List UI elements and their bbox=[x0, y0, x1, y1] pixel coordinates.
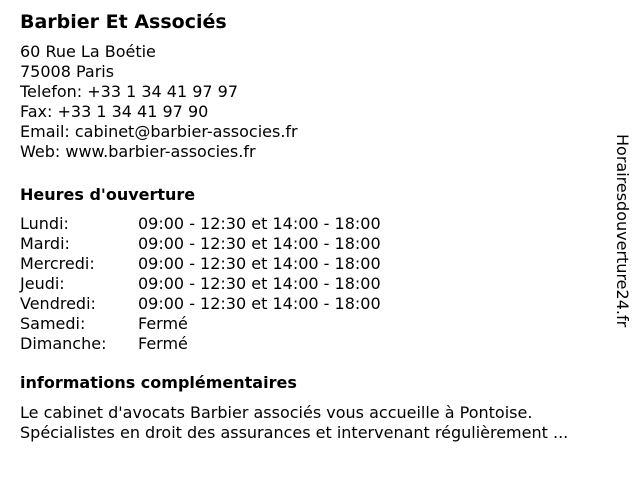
hours-row-thursday bbox=[20, 274, 610, 294]
hours-value: 09:00 - 12:30 et 14:00 - 18:00 bbox=[138, 234, 381, 253]
day-label: Mardi: bbox=[20, 234, 70, 253]
hours-value: 09:00 - 12:30 et 14:00 - 18:00 bbox=[138, 294, 381, 313]
site-watermark-text: Horairesdouverture24.fr bbox=[613, 134, 632, 328]
business-info-panel bbox=[20, 10, 610, 443]
additional-info-title: informations complémentaires bbox=[20, 373, 297, 392]
hours-row-saturday bbox=[20, 314, 610, 334]
phone-number: Telefon: +33 1 34 41 97 97 bbox=[20, 82, 239, 101]
opening-hours-table bbox=[20, 214, 610, 354]
description-line-2: Spécialistes en droit des assurances et intervenant régulièrement ... bbox=[20, 423, 569, 442]
hours-row-wednesday bbox=[20, 254, 610, 274]
additional-info-text bbox=[20, 403, 610, 443]
day-label: Jeudi: bbox=[20, 274, 65, 293]
day-label: Vendredi: bbox=[20, 294, 96, 313]
contact-block bbox=[20, 42, 610, 162]
description-line-1: Le cabinet d'avocats Barbier associés vous accueille à Pontoise. bbox=[20, 403, 533, 422]
opening-hours-title: Heures d'ouverture bbox=[20, 185, 196, 204]
day-label: Mercredi: bbox=[20, 254, 95, 273]
address-line-2: 75008 Paris bbox=[20, 62, 115, 81]
business-name: Barbier Et Associés bbox=[20, 11, 227, 33]
day-label: Lundi: bbox=[20, 214, 69, 233]
hours-value: Fermé bbox=[138, 334, 188, 353]
hours-row-sunday bbox=[20, 334, 610, 354]
hours-value: 09:00 - 12:30 et 14:00 - 18:00 bbox=[138, 214, 381, 233]
hours-row-monday bbox=[20, 214, 610, 234]
fax-number: Fax: +33 1 34 41 97 90 bbox=[20, 102, 209, 121]
email-address: Email: cabinet@barbier-associes.fr bbox=[20, 122, 298, 141]
website: Web: www.barbier-associes.fr bbox=[20, 142, 256, 161]
hours-row-friday bbox=[20, 294, 610, 314]
address-line-1: 60 Rue La Boétie bbox=[20, 42, 156, 61]
day-label: Samedi: bbox=[20, 314, 86, 333]
day-label: Dimanche: bbox=[20, 334, 107, 353]
hours-value: Fermé bbox=[138, 314, 188, 333]
hours-value: 09:00 - 12:30 et 14:00 - 18:00 bbox=[138, 274, 381, 293]
site-watermark bbox=[612, 134, 632, 344]
hours-row-tuesday bbox=[20, 234, 610, 254]
hours-value: 09:00 - 12:30 et 14:00 - 18:00 bbox=[138, 254, 381, 273]
